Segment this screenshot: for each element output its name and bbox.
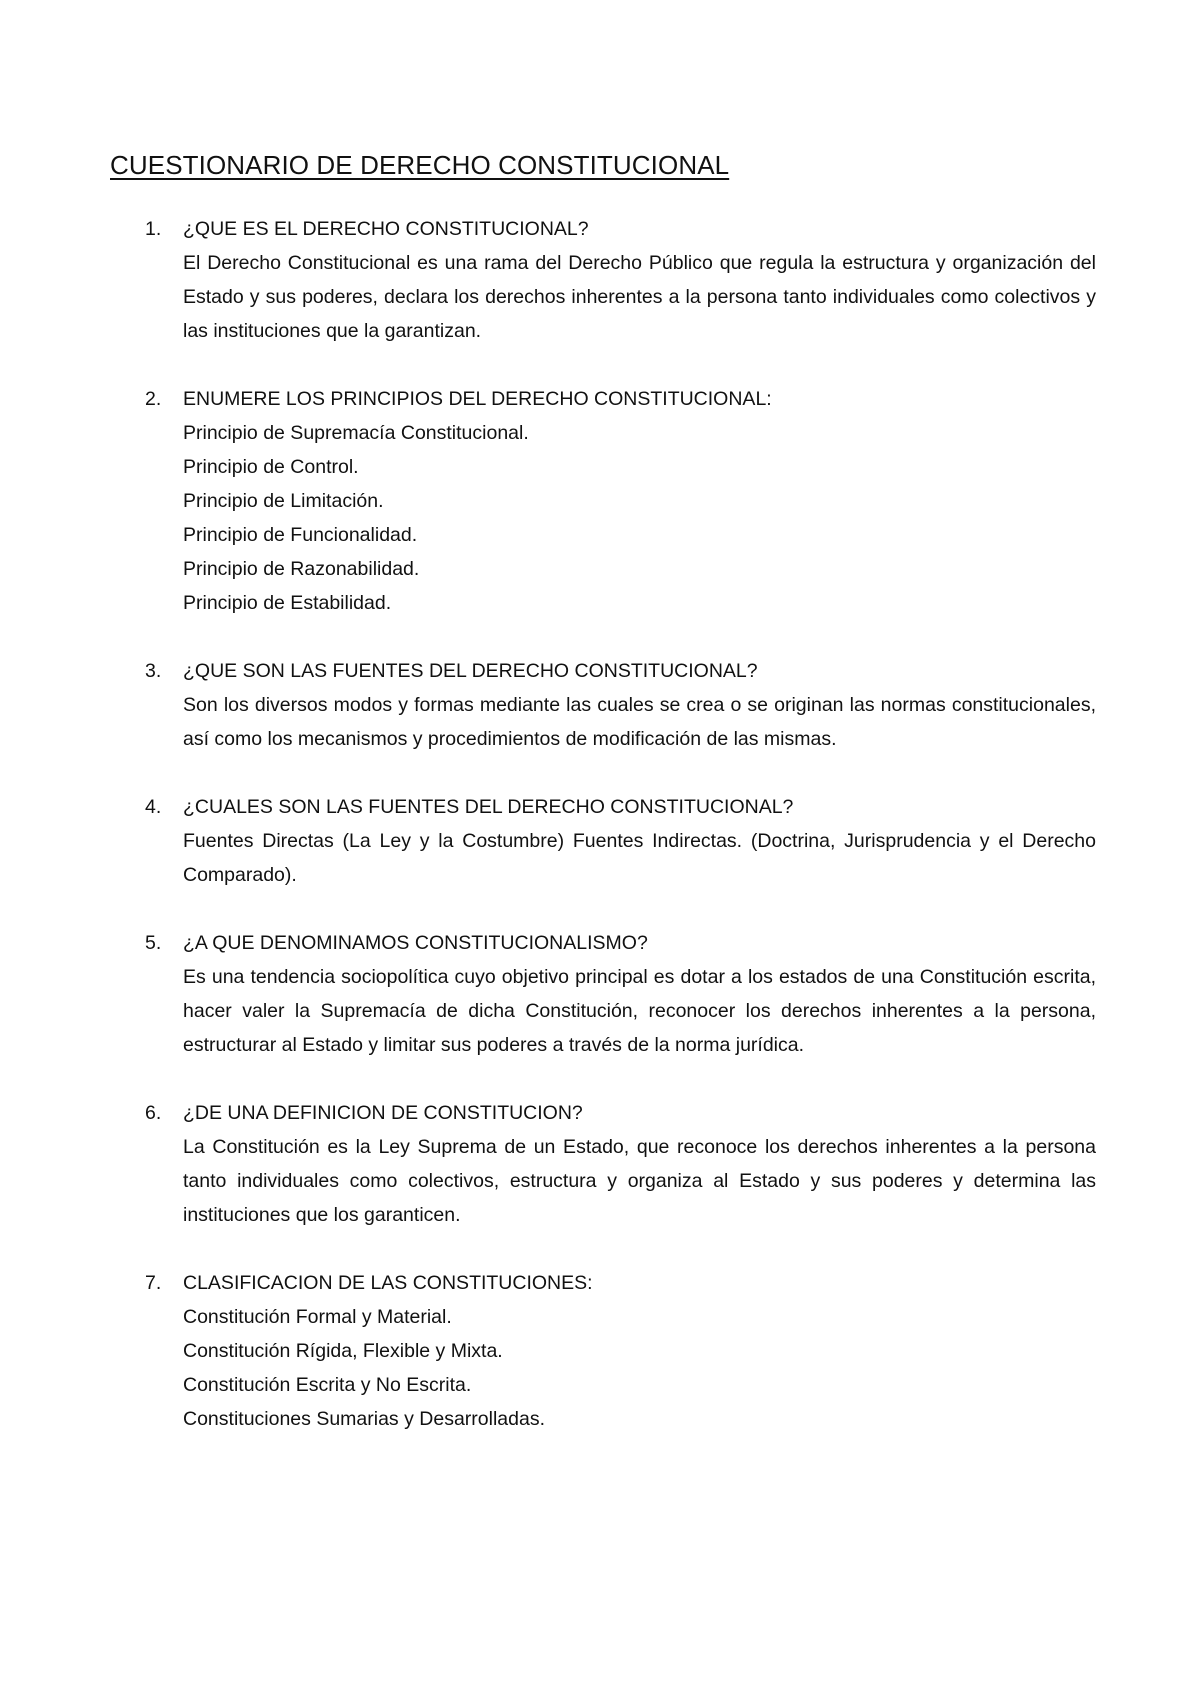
question-text: ENUMERE LOS PRINCIPIOS DEL DERECHO CONSTITUCIONAL: <box>183 388 772 410</box>
question-item <box>110 1266 1096 1436</box>
answer-list-item: Principio de Estabilidad. <box>183 592 392 614</box>
answer-list-item: Constitución Formal y Material. <box>183 1306 452 1328</box>
question-list <box>110 212 1096 1470</box>
question-text: ¿DE UNA DEFINICION DE CONSTITUCION? <box>183 1102 583 1124</box>
question-text: ¿CUALES SON LAS FUENTES DEL DERECHO CONSTITUCIONAL? <box>183 796 794 818</box>
answer-list <box>183 416 1096 620</box>
question-number: 2. <box>145 388 162 410</box>
document-title: CUESTIONARIO DE DERECHO CONSTITUCIONAL <box>110 150 730 180</box>
answer-list-item: Principio de Limitación. <box>183 490 384 512</box>
question-number: 6. <box>145 1102 162 1124</box>
question-number: 1. <box>145 218 162 240</box>
answer-list-item: Principio de Supremacía Constitucional. <box>183 422 529 444</box>
question-item <box>110 790 1096 892</box>
question-item <box>110 654 1096 756</box>
question-number: 7. <box>145 1272 162 1294</box>
question-text: ¿QUE SON LAS FUENTES DEL DERECHO CONSTITUCIONAL? <box>183 660 758 682</box>
answer-text: Fuentes Directas (La Ley y la Costumbre) Fuentes Indirectas. (Doctrina, Jurisprudencia y el Derecho Comparado). <box>183 830 1096 886</box>
answer-list-item: Constituciones Sumarias y Desarrolladas. <box>183 1408 545 1430</box>
answer-text: Son los diversos modos y formas mediante las cuales se crea o se originan las normas constitucionales, así como los mecanismos y procedimientos de modificación de las mismas. <box>183 694 1096 750</box>
answer-list-item: Constitución Rígida, Flexible y Mixta. <box>183 1340 503 1362</box>
question-item <box>110 926 1096 1062</box>
answer-text: La Constitución es la Ley Suprema de un Estado, que reconoce los derechos inherentes a la persona tanto individuales como colectivos, estructura y organiza al Estado y sus poderes y determina las instituciones que los garanticen. <box>183 1136 1096 1226</box>
question-number: 4. <box>145 796 162 818</box>
answer-list <box>183 1300 1096 1436</box>
question-text: ¿A QUE DENOMINAMOS CONSTITUCIONALISMO? <box>183 932 648 954</box>
answer-text: Es una tendencia sociopolítica cuyo objetivo principal es dotar a los estados de una Constitución escrita, hacer valer la Supremacía de dicha Constitución, reconocer los derechos inherentes a la persona, estructurar al Estado y limitar sus poderes a través de la norma jurídica. <box>183 966 1096 1056</box>
question-text: ¿QUE ES EL DERECHO CONSTITUCIONAL? <box>183 218 589 240</box>
answer-list-item: Principio de Razonabilidad. <box>183 558 420 580</box>
answer-text: El Derecho Constitucional es una rama del Derecho Público que regula la estructura y organización del Estado y sus poderes, declara los derechos inherentes a la persona tanto individuales como colectivos y las instituciones que la garantizan. <box>183 252 1096 342</box>
question-text: CLASIFICACION DE LAS CONSTITUCIONES: <box>183 1272 593 1294</box>
question-item <box>110 212 1096 348</box>
question-number: 3. <box>145 660 162 682</box>
question-item <box>110 1096 1096 1232</box>
answer-list-item: Constitución Escrita y No Escrita. <box>183 1374 472 1396</box>
answer-list-item: Principio de Control. <box>183 456 359 478</box>
question-item <box>110 382 1096 620</box>
answer-list-item: Principio de Funcionalidad. <box>183 524 418 546</box>
question-number: 5. <box>145 932 162 954</box>
